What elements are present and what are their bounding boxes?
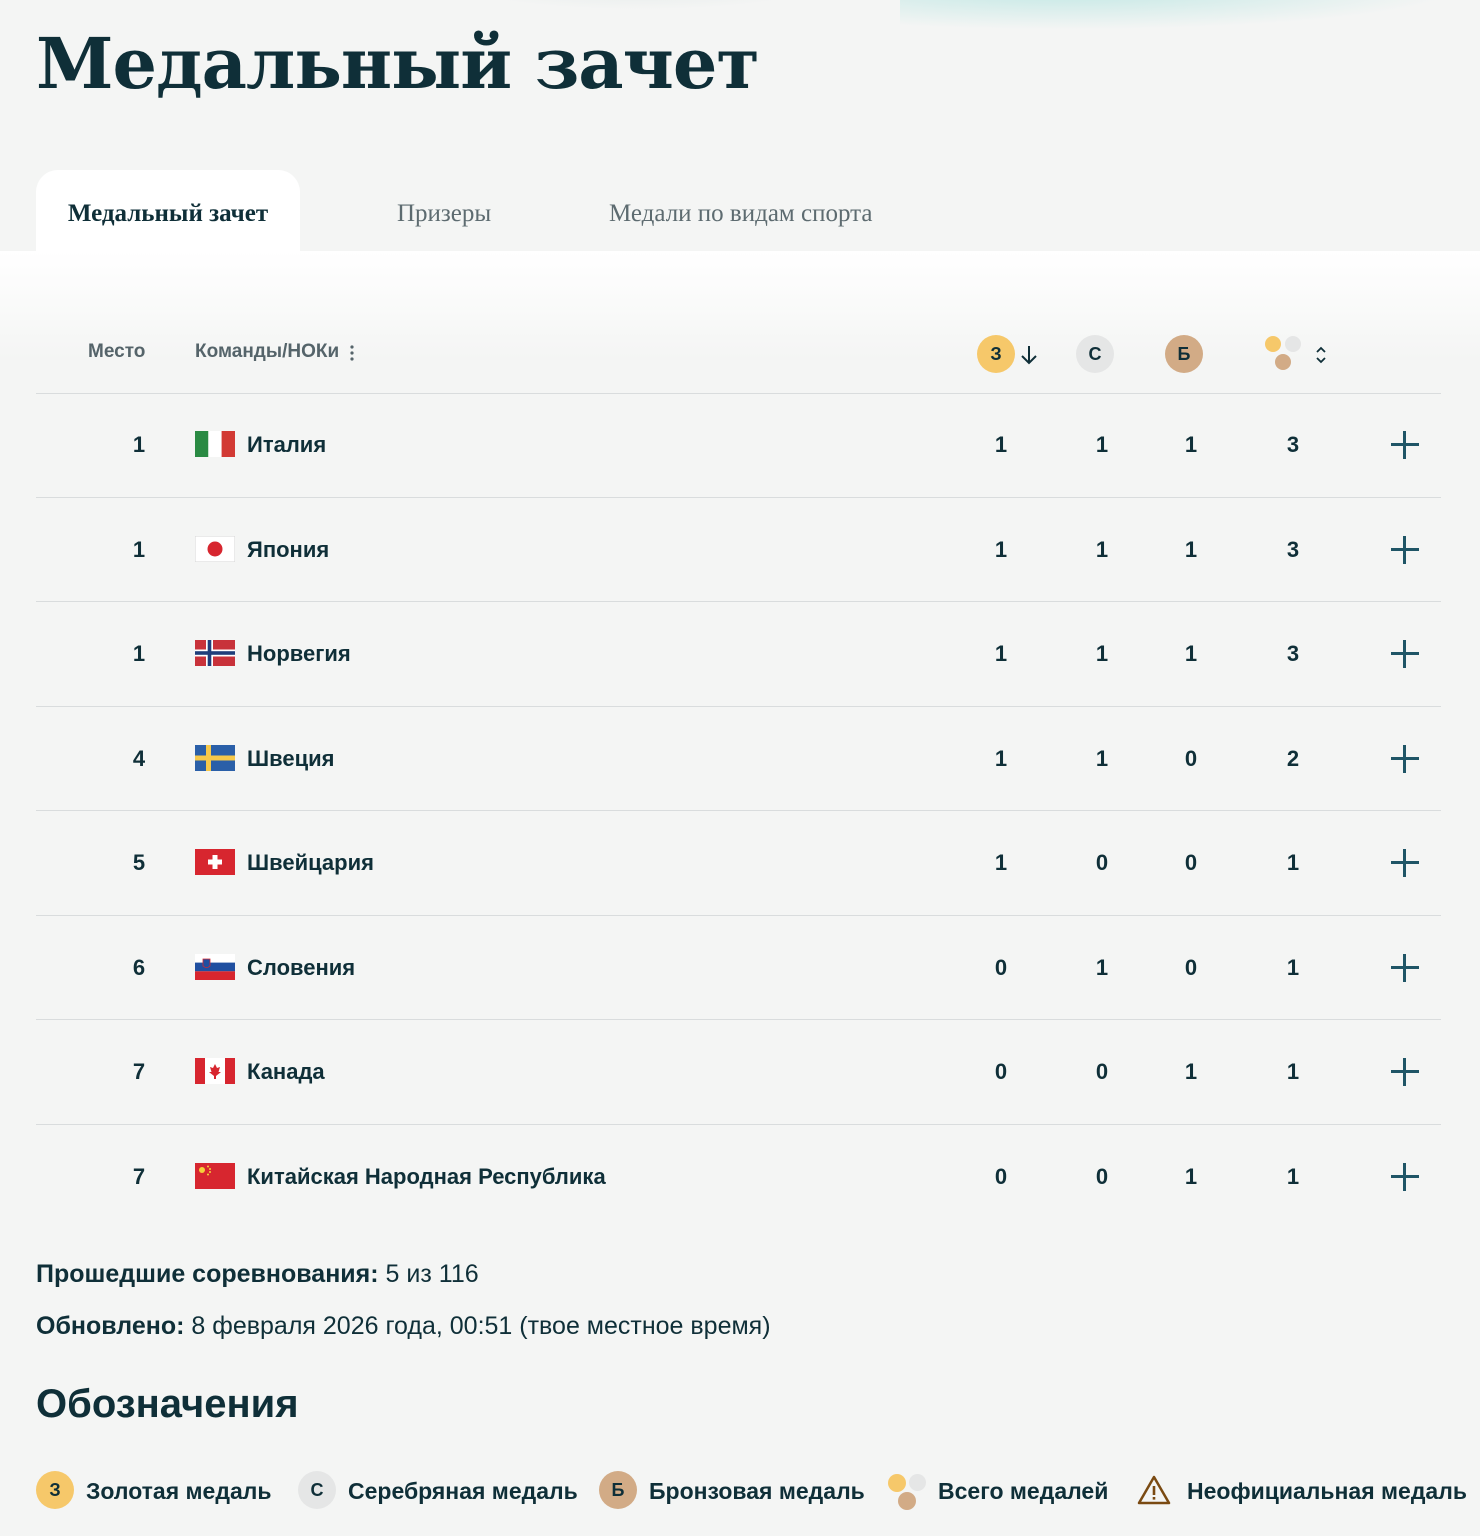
gold-badge-icon: З: [36, 1471, 74, 1509]
expand-row-plus-icon[interactable]: [1390, 1162, 1420, 1192]
rank-cell: 1: [132, 536, 146, 562]
updated-value: 8 февраля 2026 года, 00:51 (твое местное время): [191, 1312, 771, 1340]
header-gold-badge[interactable]: З: [977, 335, 1015, 373]
expand-row-plus-icon[interactable]: [1390, 430, 1420, 460]
flag-norway-icon: [195, 640, 235, 666]
tab-medals-by-sport[interactable]: Медали по видам спорта: [609, 200, 873, 227]
page-title: Медальный зачет: [36, 22, 759, 105]
silver-count: 1: [1095, 536, 1109, 562]
bronze-count: 1: [1184, 432, 1198, 457]
standings-table: [36, 393, 1441, 1228]
total-count: 3: [1286, 432, 1300, 457]
silver-count: 0: [1095, 1059, 1109, 1084]
bronze-count: 1: [1184, 1059, 1198, 1084]
rank-cell: 1: [132, 432, 146, 457]
silver-count: 1: [1095, 954, 1109, 980]
legend-label: Всего медалей: [938, 1478, 1109, 1504]
silver-count: 1: [1095, 745, 1109, 771]
legend-label: Бронзовая медаль: [649, 1478, 865, 1504]
expand-row-plus-icon[interactable]: [1390, 953, 1420, 983]
header-decoration-2: [440, 0, 840, 10]
gold-count: 0: [994, 1163, 1008, 1189]
bronze-count: 0: [1184, 745, 1198, 771]
silver-count: 0: [1095, 1163, 1109, 1189]
header-rank[interactable]: Место: [88, 341, 146, 362]
legend-label: Золотая медаль: [86, 1478, 272, 1504]
table-row[interactable]: [36, 811, 1441, 916]
gold-count: 0: [994, 1059, 1008, 1084]
bronze-count: 1: [1184, 536, 1198, 562]
flag-sweden-icon: [195, 745, 235, 771]
total-medals-icon[interactable]: [1265, 335, 1305, 375]
expand-row-plus-icon[interactable]: [1390, 535, 1420, 565]
flag-china-icon: [195, 1163, 235, 1189]
silver-count: 0: [1095, 850, 1109, 875]
country-name[interactable]: Канада: [247, 1059, 325, 1084]
silver-count: 1: [1095, 641, 1109, 666]
rank-cell: 4: [132, 745, 146, 771]
total-count: 2: [1286, 745, 1300, 771]
flag-japan-icon: [195, 536, 235, 562]
table-row[interactable]: [36, 916, 1441, 1021]
sort-updown-icon[interactable]: [1314, 345, 1328, 365]
last-updated: [36, 1312, 771, 1341]
bronze-badge-icon: Б: [599, 1471, 637, 1509]
tab-medallists[interactable]: Призеры: [397, 200, 492, 227]
total-count: 1: [1286, 1163, 1300, 1189]
rank-cell: 6: [132, 954, 146, 980]
legend-label: Серебряная медаль: [348, 1478, 578, 1504]
gold-count: 0: [994, 954, 1008, 980]
total-count: 1: [1286, 954, 1300, 980]
total-count: 1: [1286, 850, 1300, 875]
rank-cell: 7: [132, 1163, 146, 1189]
legend-label: Неофициальная медаль: [1187, 1478, 1467, 1504]
more-vertical-icon[interactable]: [350, 345, 354, 361]
bronze-count: 1: [1184, 641, 1198, 666]
country-name[interactable]: Словения: [247, 954, 356, 980]
country-name[interactable]: Норвегия: [247, 641, 351, 666]
table-header: [36, 315, 1441, 394]
table-row[interactable]: [36, 393, 1441, 498]
expand-row-plus-icon[interactable]: [1390, 639, 1420, 669]
legend-title: Обозначения: [36, 1382, 299, 1426]
expand-row-plus-icon[interactable]: [1390, 1057, 1420, 1087]
header-bronze-badge[interactable]: Б: [1165, 335, 1203, 373]
header-decoration: [900, 0, 1460, 30]
events-completed: [36, 1260, 479, 1289]
bronze-count: 1: [1184, 1163, 1198, 1189]
table-row[interactable]: [36, 707, 1441, 812]
country-name[interactable]: Япония: [247, 536, 330, 562]
arrow-down-icon[interactable]: [1020, 344, 1038, 366]
country-name[interactable]: Китайская Народная Республика: [247, 1163, 606, 1189]
flag-italy-icon: [195, 431, 235, 457]
country-name[interactable]: Швейцария: [247, 850, 374, 875]
table-row[interactable]: [36, 602, 1441, 707]
silver-badge-icon: С: [298, 1471, 336, 1509]
total-count: 3: [1286, 536, 1300, 562]
total-count: 3: [1286, 641, 1300, 666]
table-row[interactable]: [36, 498, 1441, 603]
rank-cell: 5: [132, 850, 146, 875]
tab-medal-standings[interactable]: Медальный зачет: [36, 170, 300, 252]
header-silver-badge[interactable]: С: [1076, 335, 1114, 373]
rank-cell: 1: [132, 641, 146, 666]
gold-count: 1: [994, 850, 1008, 875]
expand-row-plus-icon[interactable]: [1390, 744, 1420, 774]
rank-cell: 7: [132, 1059, 146, 1084]
table-row[interactable]: [36, 1125, 1441, 1229]
header-team[interactable]: Команды/НОКи: [195, 341, 340, 362]
total-medals-icon: [888, 1472, 928, 1510]
expand-row-plus-icon[interactable]: [1390, 848, 1420, 878]
flag-slovenia-icon: [195, 954, 235, 980]
flag-switzerland-icon: [195, 849, 235, 875]
silver-count: 1: [1095, 432, 1109, 457]
gold-count: 1: [994, 641, 1008, 666]
country-name[interactable]: Швеция: [247, 745, 335, 771]
gold-count: 1: [994, 432, 1008, 457]
flag-canada-icon: [195, 1058, 235, 1084]
country-name[interactable]: Италия: [247, 432, 327, 457]
total-count: 1: [1286, 1059, 1300, 1084]
events-label: Прошедшие соревнования:: [36, 1260, 379, 1288]
bronze-count: 0: [1184, 954, 1198, 980]
events-value: 5 из 116: [385, 1260, 479, 1288]
updated-label: Обновлено:: [36, 1312, 185, 1340]
gold-count: 1: [994, 745, 1008, 771]
table-row[interactable]: [36, 1020, 1441, 1125]
warning-triangle-icon: [1137, 1474, 1171, 1506]
bronze-count: 0: [1184, 850, 1198, 875]
gold-count: 1: [994, 536, 1008, 562]
